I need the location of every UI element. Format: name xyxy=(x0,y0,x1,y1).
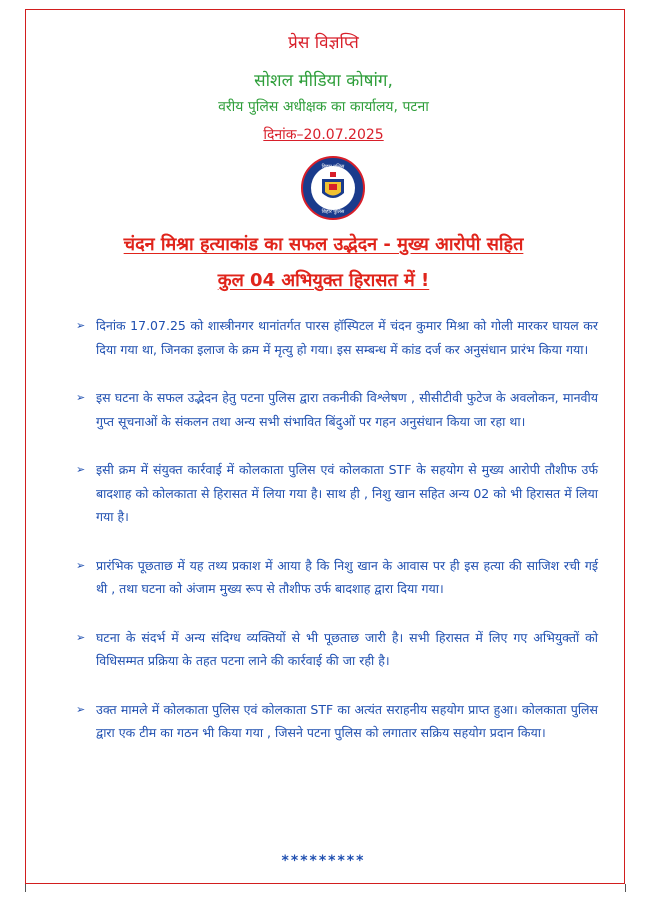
headline-line-1-text: चंदन मिश्रा हत्याकांड का सफल उद्भेदन - मुख्य आरोपी सहित xyxy=(123,234,524,255)
list-item xyxy=(76,458,598,529)
release-date xyxy=(0,125,647,144)
closing-stars: ********* xyxy=(281,853,366,869)
headline-line-2 xyxy=(0,268,647,292)
point-text: घटना के संदर्भ में अन्य संदिग्ध व्यक्तियों से भी पूछताछ जारी है। सभी हिरासत में लिए गए अभियुक्तों को विधिसम्मत प्रक्रिया के तहत पटना लाने की कार्रवाई की जा रही है। xyxy=(96,629,598,668)
arrow-bullet-icon: ➢ xyxy=(76,630,86,644)
arrow-bullet-icon: ➢ xyxy=(76,702,86,716)
press-release-title: प्रेस विज्ञप्ति xyxy=(288,33,359,53)
list-item xyxy=(76,386,598,433)
list-item xyxy=(76,698,598,745)
date-text: दिनांक–20.07.2025 xyxy=(263,127,384,143)
point-text: उक्त मामले में कोलकाता पुलिस एवं कोलकाता STF का अत्यंत सराहनीय सहयोग प्राप्त हुआ। कोलकाता पुलिस द्वारा एक टीम का गठन भी किया गया , जिसने पटना पुलिस को लगातार सक्रिय सहयोग प्रदान किया। xyxy=(96,701,598,740)
list-item xyxy=(76,314,598,361)
office-name: वरीय पुलिस अधीक्षक का कार्यालय, पटना xyxy=(218,99,429,115)
point-text: दिनांक 17.07.25 को शास्त्रीनगर थानांतर्गत पारस हॉस्पिटल में चंदन कुमार मिश्रा को गोली मारकर घायल कर दिया गया था, जिनका इलाज के क्रम में मृत्यु हो गया। इस सम्बन्ध में कांड दर्ज कर अनुसंधान प्रारंभ किया गया। xyxy=(96,318,598,357)
arrow-bullet-icon: ➢ xyxy=(76,558,86,572)
press-points-list xyxy=(76,314,598,770)
social-media-cell-heading: सोशल मीडिया कोषांग, xyxy=(254,71,393,91)
emblem-text-top: बिहार पुलिस xyxy=(321,164,345,170)
list-item xyxy=(76,626,598,673)
point-text: प्रारंभिक पूछताछ में यह तथ्य प्रकाश में आया है कि निशु खान के आवास पर ही इस हत्या की साजिश रची गई थी , तथा घटना को अंजाम मुख्य रूप से तौशीफ उर्फ बादशाह द्वारा दिया गया। xyxy=(96,557,598,596)
headline-line-2-text: कुल 04 अभियुक्त हिरासत में ! xyxy=(217,270,430,291)
crop-mark xyxy=(625,884,632,892)
point-text: इसी क्रम में संयुक्त कार्रवाई में कोलकाता पुलिस एवं कोलकाता STF के सहयोग से मुख्य आरोपी तौशीफ उर्फ बादशाह को कोलकाता से हिरासत में लिया गया है। साथ ही , निशु खान सहित अन्य 02 को भी हिरासत में लिया गया है। xyxy=(96,462,598,524)
headline-line-1 xyxy=(0,232,647,256)
emblem-text-bottom: बिहार पुलिस xyxy=(321,209,345,215)
arrow-bullet-icon: ➢ xyxy=(76,319,86,332)
arrow-bullet-icon: ➢ xyxy=(76,463,86,476)
bihar-police-emblem-icon xyxy=(300,155,366,221)
list-item xyxy=(76,554,598,601)
crop-mark xyxy=(19,884,26,892)
point-text: इस घटना के सफल उद्भेदन हेतु पटना पुलिस द्वारा तकनीकी विश्लेषण , सीसीटीवी फुटेज के अवलोकन, मानवीय गुप्त सूचनाओं के संकलन तथा अन्य सभी संभावित बिंदुओं पर गहन अनुसंधान किया जा रहा था। xyxy=(96,390,598,429)
arrow-bullet-icon: ➢ xyxy=(76,391,86,404)
